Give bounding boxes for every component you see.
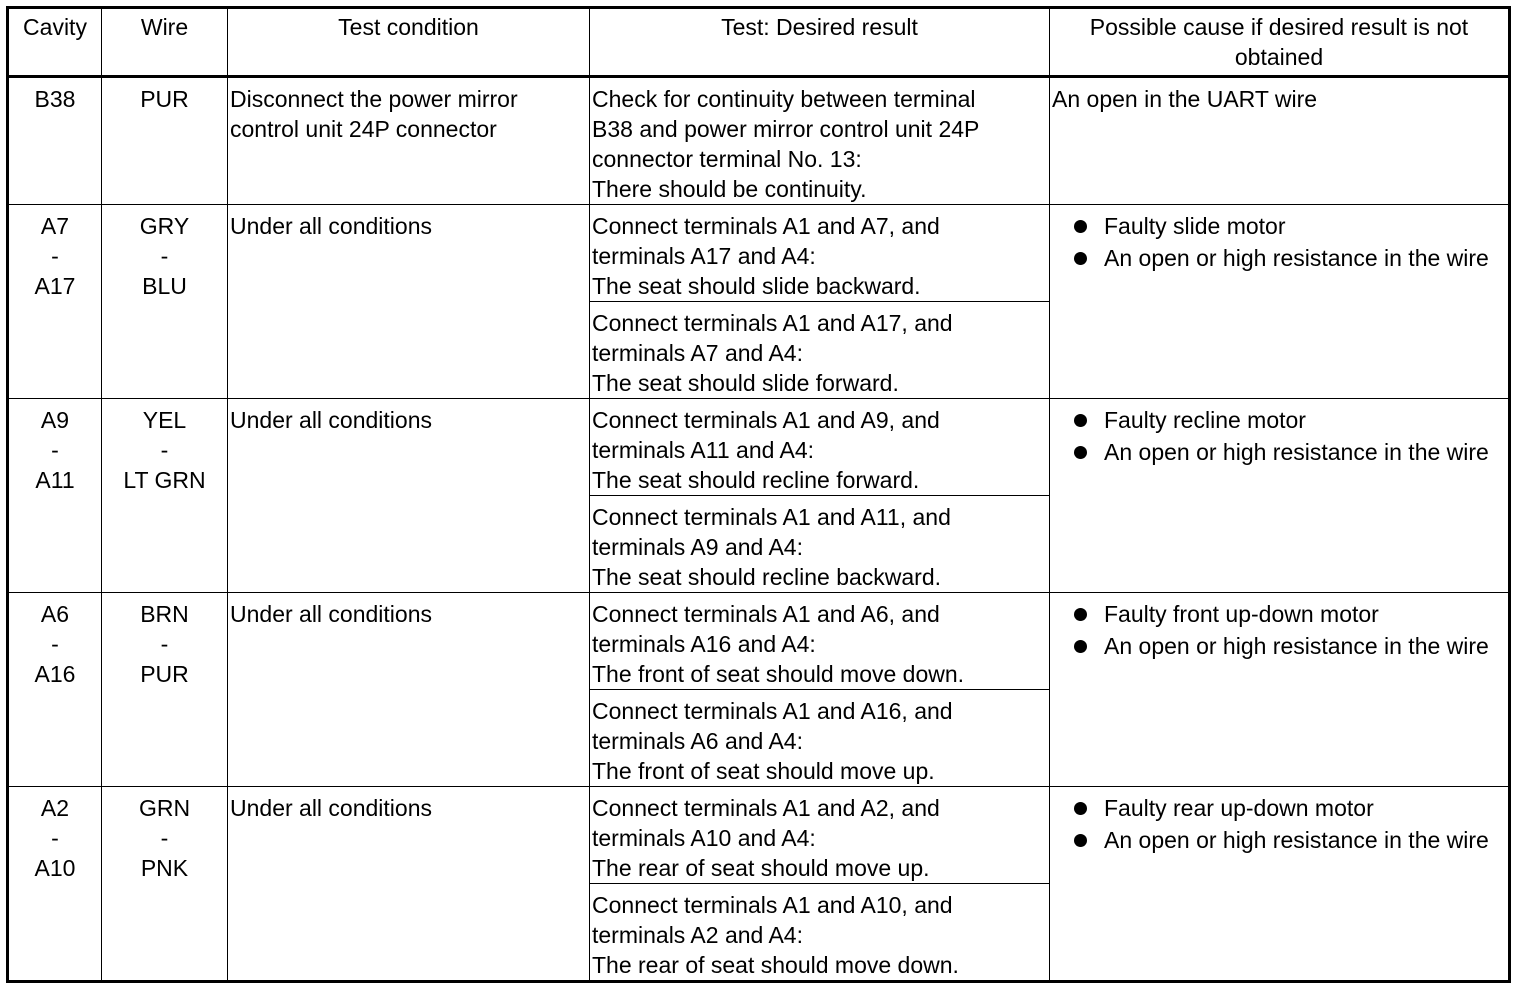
cause-item-text: Faulty rear up-down motor [1104, 795, 1374, 821]
result-line: terminals A7 and A4: [592, 340, 803, 366]
result-line: Connect terminals A1 and A17, and [592, 310, 953, 336]
cavity-text: A2 [40, 795, 70, 821]
cause-item-text: Faulty recline motor [1104, 407, 1306, 433]
bullet-icon [1074, 608, 1087, 621]
result-line: terminals A17 and A4: [592, 243, 816, 269]
cavity-text: A9 [40, 407, 70, 433]
header-cavity: Cavity [8, 8, 102, 77]
wire-text: BRN [140, 601, 189, 627]
wire-text: GRY [139, 213, 190, 239]
test-condition-cell: Under all conditions [228, 205, 590, 399]
table-row [8, 399, 1510, 496]
result-line: terminals A11 and A4: [592, 437, 815, 463]
cause-item [1072, 243, 1506, 273]
result-line: Check for continuity between terminal [592, 86, 976, 112]
header-test-condition: Test condition [228, 8, 590, 77]
bullet-icon [1074, 834, 1087, 847]
bullet-icon [1074, 414, 1087, 427]
cavity-cell [8, 593, 102, 787]
cavity-cell [8, 205, 102, 399]
result-line: terminals A6 and A4: [592, 728, 803, 754]
result-line: Connect terminals A1 and A10, and [592, 892, 953, 918]
header-wire: Wire [102, 8, 228, 77]
cavity-text: A11 [35, 467, 75, 493]
wire-text: PUR [140, 661, 189, 687]
result-line: terminals A9 and A4: [592, 534, 803, 560]
bullet-icon [1074, 640, 1087, 653]
result-line: terminals A2 and A4: [592, 922, 803, 948]
test-condition-cell: Under all conditions [228, 593, 590, 787]
cause-item-text: An open or high resistance in the wire [1104, 827, 1489, 853]
cavity-text: B38 [34, 86, 76, 112]
result-line: connector terminal No. 13: [592, 146, 862, 172]
desired-result-cell [590, 884, 1050, 982]
wire-text: PNK [140, 855, 189, 881]
desired-result-cell [590, 205, 1050, 302]
result-line: Connect terminals A1 and A7, and [592, 213, 940, 239]
possible-cause-cell [1050, 77, 1510, 205]
wire-cell [102, 77, 228, 205]
bullet-icon [1074, 252, 1087, 265]
result-line: B38 and power mirror control unit 24P [592, 116, 980, 142]
result-line: terminals A16 and A4: [592, 631, 816, 657]
cavity-text: A10 [34, 855, 76, 881]
wire-text: BLU [142, 273, 187, 299]
result-line: Connect terminals A1 and A6, and [592, 601, 940, 627]
cause-item [1072, 825, 1506, 855]
desired-result-cell [590, 302, 1050, 399]
cause-list [1052, 793, 1506, 855]
cause-item-text: Faulty front up-down motor [1104, 601, 1379, 627]
cause-list [1052, 405, 1506, 467]
cavity-text: - [51, 825, 59, 851]
table-row [8, 77, 1510, 205]
cause-item-text: An open or high resistance in the wire [1104, 633, 1489, 659]
cavity-text: A7 [40, 213, 70, 239]
cause-item-text: An open or high resistance in the wire [1104, 245, 1489, 271]
result-line: The rear of seat should move down. [592, 952, 959, 978]
result-line: The seat should recline backward. [592, 564, 942, 590]
result-line: Connect terminals A1 and A11, and [592, 504, 951, 530]
wire-text: GRN [138, 795, 191, 821]
possible-cause-cell [1050, 205, 1510, 399]
result-line: Connect terminals A1 and A9, and [592, 407, 940, 433]
table-row [8, 593, 1510, 690]
desired-result-cell [590, 690, 1050, 787]
desired-result-cell [590, 496, 1050, 593]
bullet-icon [1074, 802, 1087, 815]
cavity-text: A17 [34, 273, 76, 299]
table-row [8, 205, 1510, 302]
result-line: terminals A10 and A4: [592, 825, 816, 851]
possible-cause-cell [1050, 399, 1510, 593]
test-condition-cell: Under all conditions [228, 399, 590, 593]
cavity-text: - [51, 437, 59, 463]
bullet-icon [1074, 220, 1087, 233]
cause-item [1072, 793, 1506, 823]
possible-cause-cell [1050, 787, 1510, 982]
test-condition-cell: Under all conditions [228, 787, 590, 982]
cavity-text: A6 [40, 601, 70, 627]
result-line: The front of seat should move up. [592, 758, 935, 784]
wire-text: - [160, 243, 169, 269]
desired-result-cell [590, 593, 1050, 690]
wire-text: LT GRN [123, 467, 206, 493]
cause-item [1072, 631, 1506, 661]
result-line: The seat should slide forward. [592, 370, 899, 396]
header-possible-cause: Possible cause if desired result is not obtained [1050, 8, 1510, 77]
cause-item [1072, 437, 1506, 467]
result-line: There should be continuity. [592, 176, 867, 202]
cavity-text: - [51, 631, 59, 657]
result-line: Connect terminals A1 and A2, and [592, 795, 940, 821]
wire-cell [102, 205, 228, 399]
wire-text: - [160, 631, 169, 657]
wire-cell [102, 787, 228, 982]
cause-item [1072, 405, 1506, 435]
result-line: The front of seat should move down. [592, 661, 965, 687]
wire-text: - [160, 437, 169, 463]
table-body [8, 77, 1510, 982]
cause-text: An open in the UART wire [1052, 86, 1318, 112]
cause-list [1052, 211, 1506, 273]
cavity-cell [8, 787, 102, 982]
header-desired-result: Test: Desired result [590, 8, 1050, 77]
result-line: The rear of seat should move up. [592, 855, 930, 881]
wire-cell [102, 399, 228, 593]
cavity-cell [8, 77, 102, 205]
result-line: Connect terminals A1 and A16, and [592, 698, 953, 724]
desired-result-cell [590, 77, 1050, 205]
table-row [8, 787, 1510, 884]
desired-result-cell [590, 787, 1050, 884]
test-condition-cell: Disconnect the power mirror control unit 24P connector [228, 77, 590, 205]
result-line: The seat should recline forward. [592, 467, 920, 493]
cause-item [1072, 599, 1506, 629]
troubleshooting-table [6, 6, 1511, 983]
header-row [8, 8, 1510, 77]
cavity-text: A16 [34, 661, 76, 687]
result-line: The seat should slide backward. [592, 273, 921, 299]
cause-list [1052, 599, 1506, 661]
cavity-text: - [51, 243, 59, 269]
wire-text: PUR [140, 86, 189, 112]
cause-item-text: Faulty slide motor [1104, 213, 1286, 239]
cause-item-text: An open or high resistance in the wire [1104, 439, 1489, 465]
desired-result-cell [590, 399, 1050, 496]
wire-text: YEL [142, 407, 187, 433]
bullet-icon [1074, 446, 1087, 459]
cause-item [1072, 211, 1506, 241]
wire-text: - [160, 825, 169, 851]
cavity-cell [8, 399, 102, 593]
wire-cell [102, 593, 228, 787]
possible-cause-cell [1050, 593, 1510, 787]
